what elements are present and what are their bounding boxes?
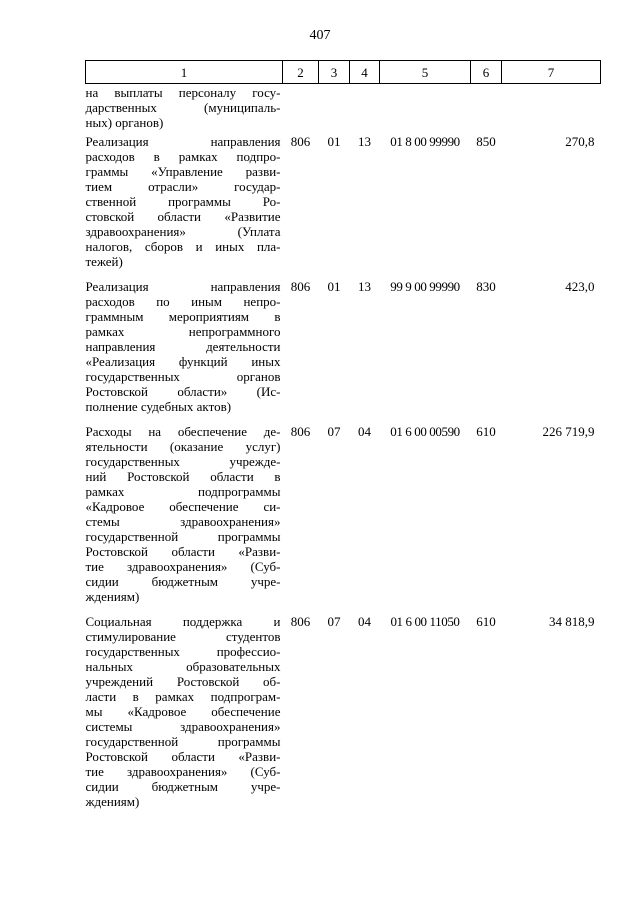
description-line: Ростовской области «Разви- [85,544,281,559]
description-line: на выплаты персоналу госу- [85,85,281,100]
description-line: ственной программы Ро- [85,194,281,209]
description-line: Реализация направления [85,279,281,294]
description-line: граммным мероприятиям в [85,309,281,324]
description-line: Реализация направления [85,134,281,149]
description-line: расходов в рамках подпро- [85,149,281,164]
page-number: 407 [309,28,331,43]
description-line: здравоохранения» (Уплата [85,224,281,239]
description-line: государственной программы [85,734,281,749]
description-line: учреждений Ростовской об- [85,674,281,689]
description-line: сидии бюджетным учре- [85,574,281,589]
row-description [86,130,283,275]
amount-value: 226 719,9 [542,424,595,439]
description-line: «Реализация функций иных [85,354,281,369]
description-line: тие здравоохранения» (Суб- [85,559,281,574]
description-line: ятельности (оказание услуг) [85,439,281,454]
table-row [86,130,601,275]
ministry-code: 806 [290,614,311,629]
description-line: ждениям) [85,589,140,604]
description-line: ждениям) [85,794,140,809]
column-header: 5 [380,61,471,84]
description-line: ласти в рамках подпрограм- [85,689,281,704]
subsection-code: 13 [358,279,371,294]
description-line: ных) органов) [85,115,164,130]
column-header: 6 [471,61,502,84]
amount-value: 270,8 [565,134,595,149]
description-line: государственных органов [85,369,281,384]
description-line: мы «Кадровое обеспечение [85,704,281,719]
description-line: Расходы на обеспечение де- [85,424,281,439]
expense-type-code: 610 [476,614,496,629]
amount-value: 423,0 [565,279,595,294]
table-header [86,61,601,84]
target-article-code: 01 8 00 99990 [390,134,460,149]
description-line: Социальная поддержка и [85,614,281,629]
section-code: 07 [327,424,341,439]
description-line: «Кадровое обеспечение си- [85,499,281,514]
column-header: 7 [502,61,601,84]
description-line: стемы здравоохранения» [85,514,281,529]
column-header: 2 [283,61,319,84]
expense-type-code: 850 [476,134,496,149]
description-line: Ростовской области «Разви- [85,749,281,764]
column-header: 1 [86,61,283,84]
row-description [86,420,283,610]
table-row [86,275,601,420]
description-line: направления деятельности [85,339,281,354]
description-line: сидии бюджетным учре- [85,779,281,794]
ministry-code: 806 [290,424,311,439]
description-line: рамках подпрограммы [85,484,281,499]
subsection-code: 04 [358,424,371,439]
target-article-code: 99 9 00 99990 [390,279,460,294]
description-line: граммы «Управление разви- [85,164,281,179]
table-row [86,610,601,815]
ministry-code: 806 [290,134,311,149]
section-code: 01 [327,279,341,294]
description-line: нальных образовательных [85,659,281,674]
row-description [86,610,283,815]
continuation-description [86,84,283,131]
description-line: Ростовской области» (Ис- [85,384,281,399]
description-line: стимулирование студентов [85,629,281,644]
section-code: 07 [327,614,341,629]
description-line: государственных профессио- [85,644,281,659]
description-line: налогов, сборов и иных пла- [85,239,281,254]
row-description [86,275,283,420]
description-line: тием отрасли» государ- [85,179,281,194]
table-row [86,420,601,610]
description-line: рамках непрограммного [85,324,281,339]
description-line: государственных учрежде- [85,454,281,469]
amount-value: 34 818,9 [549,614,595,629]
description-line: тие здравоохранения» (Суб- [85,764,281,779]
expense-type-code: 610 [476,424,496,439]
table-body [86,84,601,816]
budget-table [85,60,601,815]
description-line: полнение судебных актов) [85,399,232,414]
column-header: 3 [319,61,350,84]
ministry-code: 806 [290,279,311,294]
column-header: 4 [350,61,380,84]
subsection-code: 13 [358,134,371,149]
description-line: стовской области «Развитие [85,209,281,224]
section-code: 01 [327,134,341,149]
description-line: расходов по иным непро- [85,294,281,309]
description-line: системы здравоохранения» [85,719,281,734]
expense-type-code: 830 [476,279,496,294]
target-article-code: 01 6 00 00590 [390,424,460,439]
subsection-code: 04 [358,614,371,629]
description-line: дарственных (муниципаль- [85,100,281,115]
description-line: ний Ростовской области в [85,469,281,484]
continuation-row [86,84,601,131]
target-article-code: 01 6 00 11050 [390,614,460,629]
description-line: тежей) [85,254,123,269]
description-line: государственной программы [85,529,281,544]
